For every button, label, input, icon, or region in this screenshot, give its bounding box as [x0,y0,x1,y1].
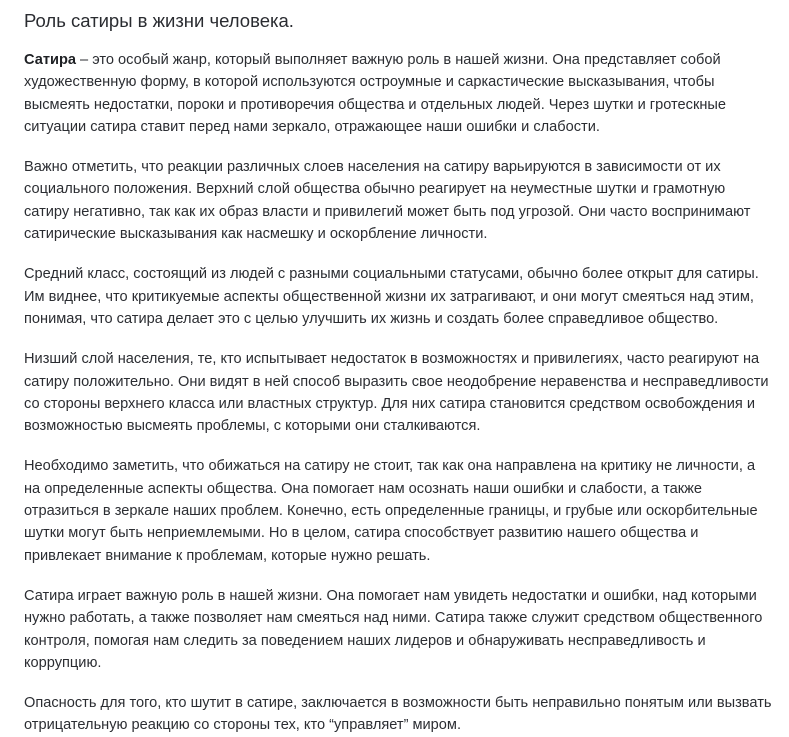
paragraph-role-of-satire: Сатира играет важную роль в нашей жизни. Она помогает нам увидеть недостатки и ошибки, над которыми нужно работать, а также позволяет нам смеяться над ними. Сатира также служит средством общественного контроля, помогая нам следить за поведением наших лидеров и обнаруживать несправедливость и коррупцию. [24,587,763,671]
article-title: Роль сатиры в жизни человека. [24,10,294,31]
term-satire: Сатира [24,52,76,68]
paragraph-danger: Опасность для того, кто шутит в сатире, заключается в возможности быть неправильно понятым или вызвать отрицательную реакцию со стороны тех, кто “управляет” миром. [24,695,772,734]
intro-text: – это особый жанр, который выполняет важную роль в нашей жизни. Она представляет собой художественную форму, в которой используются остроумные и саркастические высказывания, чтобы высмеять недостатки, пороки и противоречия общества и отдельных людей. Через шутки и гротескные ситуации сатира ставит перед нами зеркало, отражающее наши ошибки и слабости. [24,52,727,135]
paragraph-not-offended: Необходимо заметить, что обижаться на сатиру не стоит, так как она направлена на критику не личности, а на определенные аспекты общества. Она помогает нам осознать наши ошибки и слабости, а также отразиться в зеркале наших проблем. Конечно, есть определенные границы, и грубые или оскорбительные шутки могут быть неприемлемыми. Но в целом, сатира способствует развитию нашего общества и привлекает внимание к проблемам, которые нужно решать. [24,458,758,564]
paragraph-middle-class: Средний класс, состоящий из людей с разными социальными статусами, обычно более открыт для сатиры. Им виднее, что критикуемые аспекты общественной жизни их затрагивают, и они могут смеяться над этим, понимая, что сатира делает это с целью улучшить их жизнь и создать более справедливое общество. [24,266,759,327]
paragraph-intro [24,49,773,138]
paragraph-lower-class: Низший слой населения, те, кто испытывает недостаток в возможностях и привилегиях, часто реагируют на сатиру положительно. Они видят в ней способ выразить свое неодобрение неравенства и несправедливости со стороны верхнего класса или властных структур. Для них сатира становится средством освобождения и возможностью высмеять проблемы, с которыми они сталкиваются. [24,351,769,435]
paragraph-social-reactions: Важно отметить, что реакции различных слоев населения на сатиру варьируются в зависимости от их социального положения. Верхний слой общества обычно реагирует на неуместные шутки и грамотную сатиру негативно, так как их образ власти и привилегий может быть под угрозой. Они часто воспринимают сатирические высказывания как насмешку и оскорбление личности. [24,159,751,243]
